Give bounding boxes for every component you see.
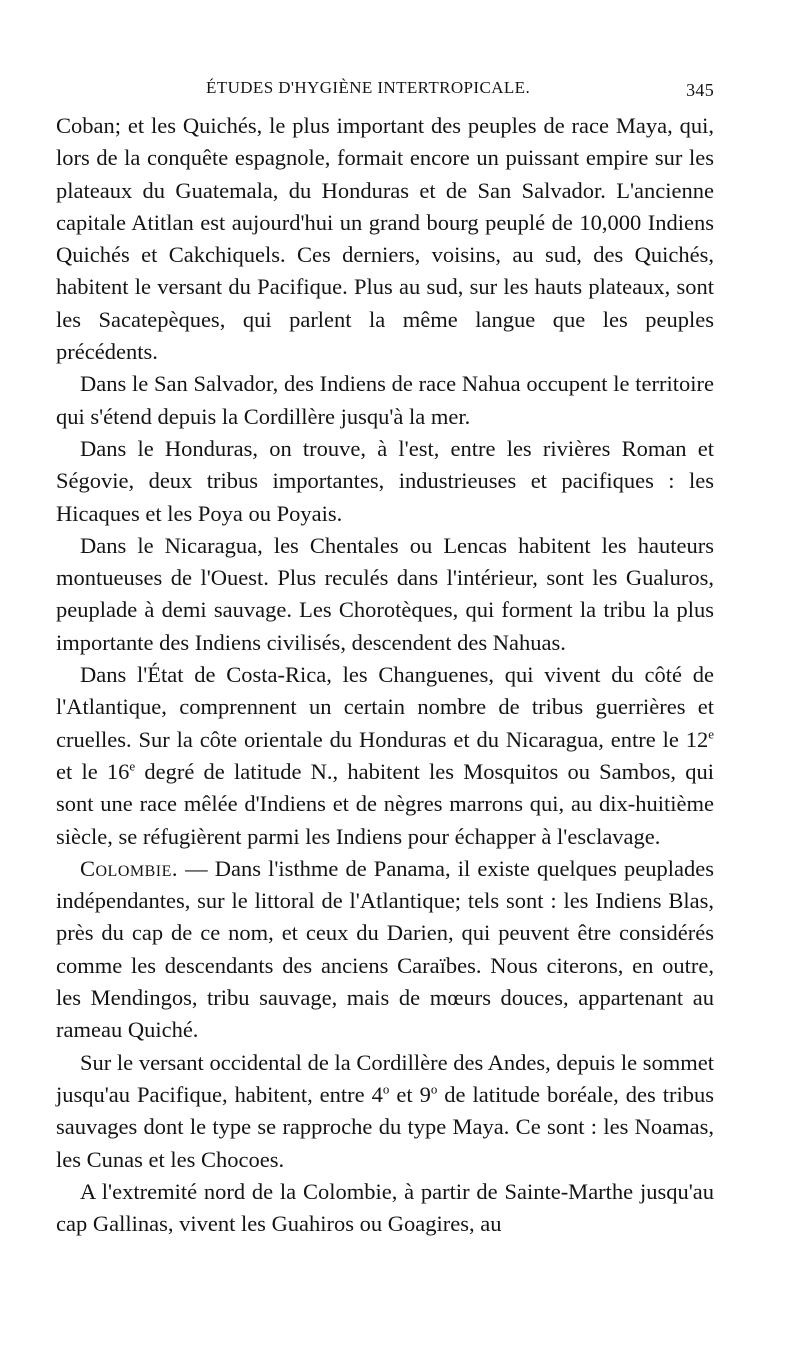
running-header: [56, 66, 714, 110]
paragraph-text: Dans le San Salvador, des Indiens de race Nahua occupent le territoire qui s'étend depuis la Cordillère jusqu'à la mer.: [56, 371, 714, 429]
running-title: ÉTUDES D'HYGIÈNE INTERTROPICALE.: [206, 78, 531, 97]
paragraph-text: A l'extremité nord de la Colombie, à partir de Sainte-Marthe jusqu'au cap Gallinas, vivent les Guahiros ou Goagires, au: [56, 1178, 714, 1237]
page-number: 345: [686, 80, 714, 100]
paragraph-text: de latitude boréale, des tribus sauvages dont le type se rapproche du type Maya. Ce sont : les Noamas, les Cunas et les Chocoes.: [56, 1081, 714, 1172]
paragraph-text: Dans le Honduras, on trouve, à l'est, entre les rivières Roman et Ségovie, deux tribus importantes, industrieuses et pacifiques : les Hicaques et les Poya ou Poyais.: [56, 435, 714, 526]
paragraph-text: — Dans l'isthme de Panama, il existe quelques peuplades indépendantes, sur le littoral de l'Atlantique; tels sont : les Indiens Blas, près du cap de ce nom, et ceux du Darien, qui peuvent être considérés comme les descendants des anciens Caraïbes. Nous citerons, en outre, les Mendingos, tribu sauvage, mais de mœurs douces, appartenant au rameau Quiché.: [56, 855, 714, 1043]
degree-superscript: o: [430, 1081, 438, 1097]
ordinal-superscript: e: [708, 726, 714, 742]
paragraph-guahiros: [56, 1176, 714, 1241]
paragraph-colombie: [56, 853, 714, 1047]
paragraph-text: degré de latitude N., habitent les Mosquitos ou Sambos, qui sont une race mêlée d'Indiens et de nègres marrons qui, au dix-huitième siècle, se réfugièrent parmi les Indiens pour échapper à l'esclavage.: [56, 758, 714, 849]
paragraph-quiches: [56, 110, 714, 368]
paragraph-text: et 9: [389, 1081, 431, 1107]
book-page: [56, 66, 714, 1240]
paragraph-honduras: [56, 433, 714, 530]
paragraph-text: Coban; et les Quichés, le plus important des peuples de race Maya, qui, lors de la conquête espagnole, formait encore un puissant empire sur les plateaux du Guatemala, du Honduras et de San Salvador. L'ancienne capitale Atitlan est aujourd'hui un grand bourg peuplé de 10,000 Indiens Quichés et Cakchiquels. Ces derniers, voisins, au sud, des Quichés, habitent le versant du Pacifique. Plus au sud, sur les hauts plateaux, sont les Sacatepèques, qui parlent la même langue que les peuples précédents.: [56, 113, 714, 365]
degree-superscript: o: [382, 1081, 390, 1097]
paragraph-nicaragua: [56, 530, 714, 659]
ordinal-superscript: e: [129, 758, 136, 774]
paragraph-andes: [56, 1047, 714, 1176]
body-text: [56, 110, 714, 1240]
paragraph-costa-rica: [56, 659, 714, 853]
section-label: Colombie.: [80, 855, 179, 881]
paragraph-text: Dans le Nicaragua, les Chentales ou Lencas habitent les hauteurs montueuses de l'Ouest. Plus reculés dans l'intérieur, sont les Gualuros, peuplade à demi sauvage. Les Chorotèques, qui forment la tribu la plus importante des Indiens civilisés, descendent des Nahuas.: [56, 532, 714, 655]
paragraph-text: Sur le versant occidental de la Cordillère des Andes, depuis le sommet jusqu'au Pacifique, habitent, entre 4: [56, 1049, 714, 1107]
paragraph-san-salvador: [56, 368, 714, 433]
paragraph-text: et le 16: [56, 758, 130, 784]
paragraph-text: Dans l'État de Costa-Rica, les Changuenes, qui vivent du côté de l'Atlantique, comprennent un certain nombre de tribus guerrières et cruelles. Sur la côte orientale du Honduras et du Nicaragua, entre le 12: [56, 662, 714, 752]
